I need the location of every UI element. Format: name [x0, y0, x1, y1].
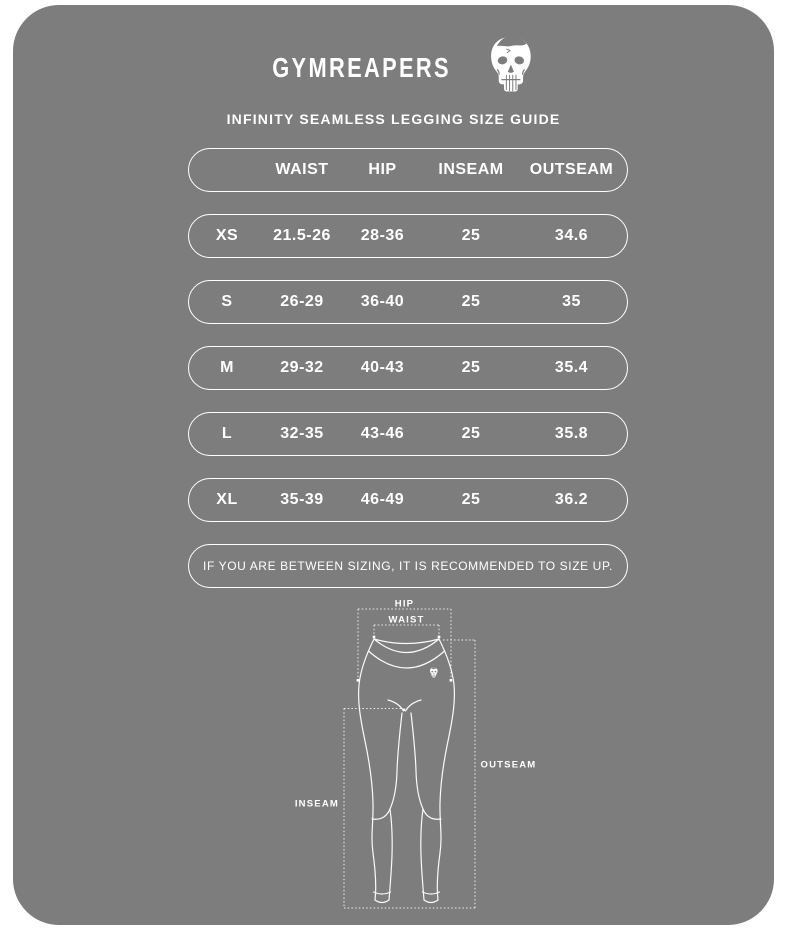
hip-label: HIP: [394, 598, 415, 610]
outseam-value: 34.6: [554, 227, 589, 244]
inseam-value: 25: [461, 293, 481, 310]
size-label: S: [221, 293, 233, 310]
table-header-row: [188, 148, 628, 192]
leggings-outline: [359, 639, 455, 903]
hip-tick-left: [357, 679, 360, 682]
hip-value: 40-43: [360, 359, 405, 376]
inseam-value: 25: [461, 425, 481, 442]
waist-value: 26-29: [280, 293, 324, 310]
sizing-note-text: IF YOU ARE BETWEEN SIZING, IT IS RECOMMENDED TO SIZE UP.: [203, 559, 613, 573]
outseam-value: 35.4: [554, 359, 589, 376]
inseam-label: INSEAM: [294, 798, 339, 810]
inseam-outseam-measure-lines: [344, 640, 475, 908]
hip-value: 46-49: [360, 491, 405, 508]
waist-label: WAIST: [388, 614, 425, 626]
hip-value: 36-40: [360, 293, 405, 310]
waist-tick-left: [373, 636, 376, 639]
column-header-waist: WAIST: [275, 161, 329, 178]
hip-value: 43-46: [360, 425, 405, 442]
table-row-xs: [188, 214, 628, 258]
column-header-hip: HIP: [368, 161, 397, 178]
table-row-s: [188, 280, 628, 324]
size-label: M: [220, 359, 234, 376]
size-label: XS: [215, 227, 239, 244]
brand-name: GYMREAPERS: [272, 52, 451, 83]
column-header-inseam: INSEAM: [438, 161, 504, 178]
hip-tick-right: [450, 679, 453, 682]
size-label: XL: [216, 491, 238, 508]
outseam-value: 35: [562, 293, 581, 310]
sizing-note-pill: [188, 544, 628, 588]
hip-logo-skull-icon: [430, 667, 438, 678]
table-row-xl: [188, 478, 628, 522]
waist-value: 29-32: [280, 359, 324, 376]
inseam-value: 25: [461, 359, 481, 376]
skull-icon: [488, 36, 540, 100]
size-guide-card: [13, 5, 774, 925]
outseam-label: OUTSEAM: [480, 759, 537, 771]
waist-value: 35-39: [280, 491, 324, 508]
table-row-m: [188, 346, 628, 390]
column-header-outseam: OUTSEAM: [529, 161, 614, 178]
crotch-tick: [403, 709, 405, 711]
brand-logo: [13, 35, 774, 101]
outseam-value: 35.8: [554, 425, 589, 442]
page-title: INFINITY SEAMLESS LEGGING SIZE GUIDE: [226, 111, 561, 127]
leggings-measurement-diagram: [291, 593, 601, 923]
table-row-l: [188, 412, 628, 456]
waist-value: 32-35: [280, 425, 324, 442]
waist-value: 21.5-26: [273, 227, 331, 244]
waist-tick-right: [438, 636, 441, 639]
outseam-value: 36.2: [554, 491, 589, 508]
inseam-value: 25: [461, 491, 481, 508]
hip-value: 28-36: [360, 227, 405, 244]
size-label: L: [221, 425, 233, 442]
size-table: [188, 148, 628, 610]
inseam-value: 25: [461, 227, 481, 244]
waist-measure-line: [374, 625, 439, 636]
